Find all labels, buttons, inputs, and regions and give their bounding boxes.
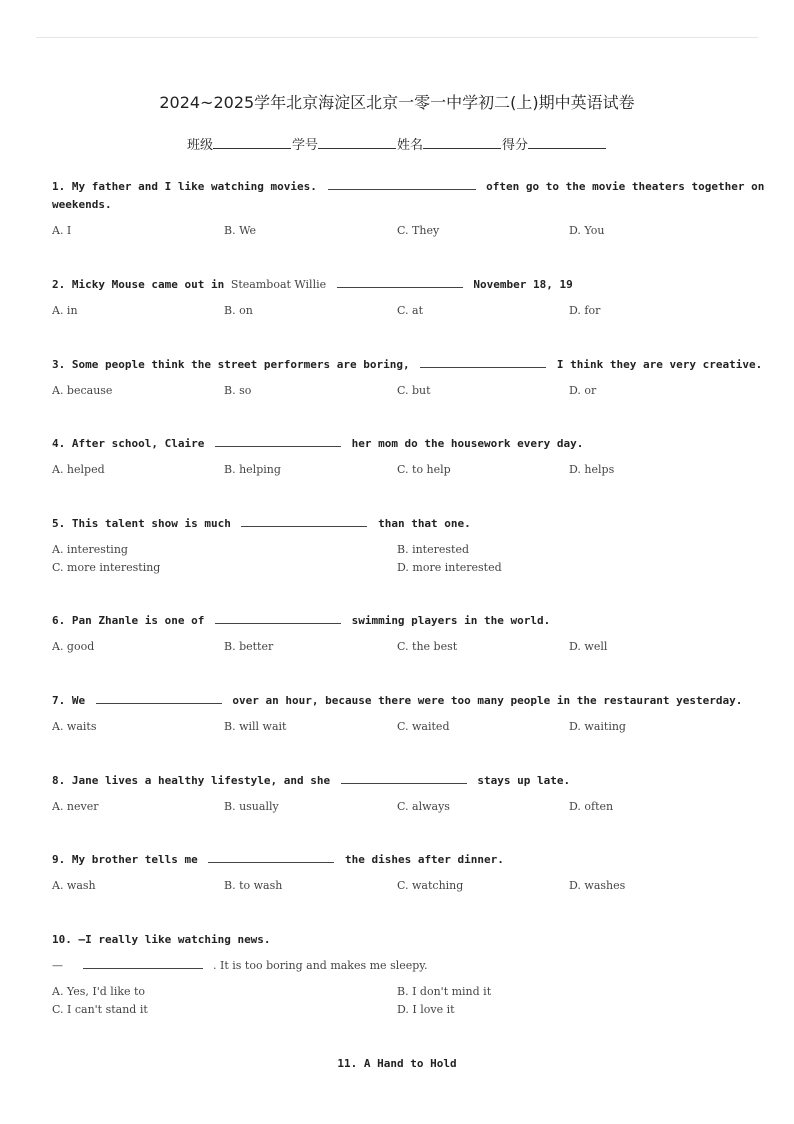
option-b: B. on [224, 304, 253, 317]
option-d: D. waiting [569, 720, 626, 733]
option-c: C. I can't stand it [52, 1003, 148, 1016]
option-a: A. because [52, 384, 113, 397]
class-label: 班级 [186, 138, 213, 153]
option-a: A. in [52, 304, 78, 317]
option-b: B. to wash [224, 879, 283, 892]
option-c: C. more interesting [52, 561, 161, 574]
option-c: C. but [397, 384, 431, 397]
answer-blank [420, 357, 546, 368]
question-10: 10. —I really like watching news. [52, 933, 271, 946]
question-5: 5. This talent show is much than that one. [52, 517, 471, 530]
page-title: 2024~2025学年北京海淀区北京一零一中学初二(上)期中英语试卷 [159, 93, 635, 112]
question-3: 3. Some people think the street performers are boring, I think they are very creative. [52, 358, 763, 371]
page-top-rule [36, 37, 758, 38]
question-1: 1. My father and I like watching movies. often go to the movie theaters together on [52, 180, 765, 193]
question-7: 7. We over an hour, because there were too many people in the restaurant yesterday. [52, 694, 743, 707]
question-8: 8. Jane lives a healthy lifestyle, and she stays up late. [52, 774, 571, 787]
option-d: D. You [569, 224, 605, 237]
answer-blank [241, 516, 367, 527]
answer-blank [215, 436, 341, 447]
option-c: C. at [397, 304, 423, 317]
option-c: C. to help [397, 463, 451, 476]
answer-blank [208, 852, 334, 863]
option-a: A. wash [52, 879, 96, 892]
option-d: D. washes [569, 879, 626, 892]
name-blank [423, 136, 501, 149]
option-b: B. We [224, 224, 256, 237]
option-b: B. I don't mind it [397, 985, 492, 998]
option-c: C. waited [397, 720, 450, 733]
class-blank [213, 136, 291, 149]
option-c: C. always [397, 800, 450, 813]
option-d: D. I love it [397, 1003, 455, 1016]
question-10-response: — . It is too boring and makes me sleepy. [52, 959, 428, 972]
answer-blank [341, 773, 467, 784]
option-b: B. will wait [224, 720, 287, 733]
score-label: 得分 [502, 138, 529, 153]
option-c: C. They [397, 224, 440, 237]
option-d: D. or [569, 384, 597, 397]
answer-blank [83, 958, 203, 969]
answer-blank [337, 277, 463, 288]
option-b: B. helping [224, 463, 281, 476]
option-a: A. never [52, 800, 99, 813]
score-blank [528, 136, 606, 149]
option-a: A. helped [52, 463, 105, 476]
movie-title: Steamboat Willie [230, 278, 327, 291]
option-b: B. interested [397, 543, 469, 556]
option-a: A. good [52, 640, 95, 653]
option-d: D. often [569, 800, 614, 813]
option-a: A. I [52, 224, 72, 237]
option-b: B. usually [224, 800, 279, 813]
option-a: A. Yes, I'd like to [52, 985, 146, 998]
number-blank [318, 136, 396, 149]
question-6: 6. Pan Zhanle is one of swimming players in the world. [52, 614, 551, 627]
option-d: D. for [569, 304, 601, 317]
section-heading: 11. A Hand to Hold [337, 1057, 457, 1070]
student-info-line [0, 134, 794, 153]
option-c: C. watching [397, 879, 464, 892]
option-a: A. interesting [52, 543, 128, 556]
option-d: D. more interested [397, 561, 502, 574]
option-b: B. better [224, 640, 274, 653]
question-9: 9. My brother tells me the dishes after dinner. [52, 853, 504, 866]
answer-blank [96, 693, 222, 704]
option-b: B. so [224, 384, 252, 397]
name-label: 姓名 [397, 138, 424, 153]
option-d: D. well [569, 640, 608, 653]
dash-mark: — [52, 959, 63, 972]
question-4: 4. After school, Claire her mom do the housework every day. [52, 437, 584, 450]
option-d: D. helps [569, 463, 615, 476]
number-label: 学号 [291, 138, 318, 153]
answer-blank [215, 613, 341, 624]
option-c: C. the best [397, 640, 458, 653]
answer-blank [328, 179, 476, 190]
question-2: 2. Micky Mouse came out in Steamboat Willie November 18, 19 [52, 278, 573, 291]
question-1-continued: weekends. [52, 198, 112, 211]
option-a: A. waits [52, 720, 97, 733]
